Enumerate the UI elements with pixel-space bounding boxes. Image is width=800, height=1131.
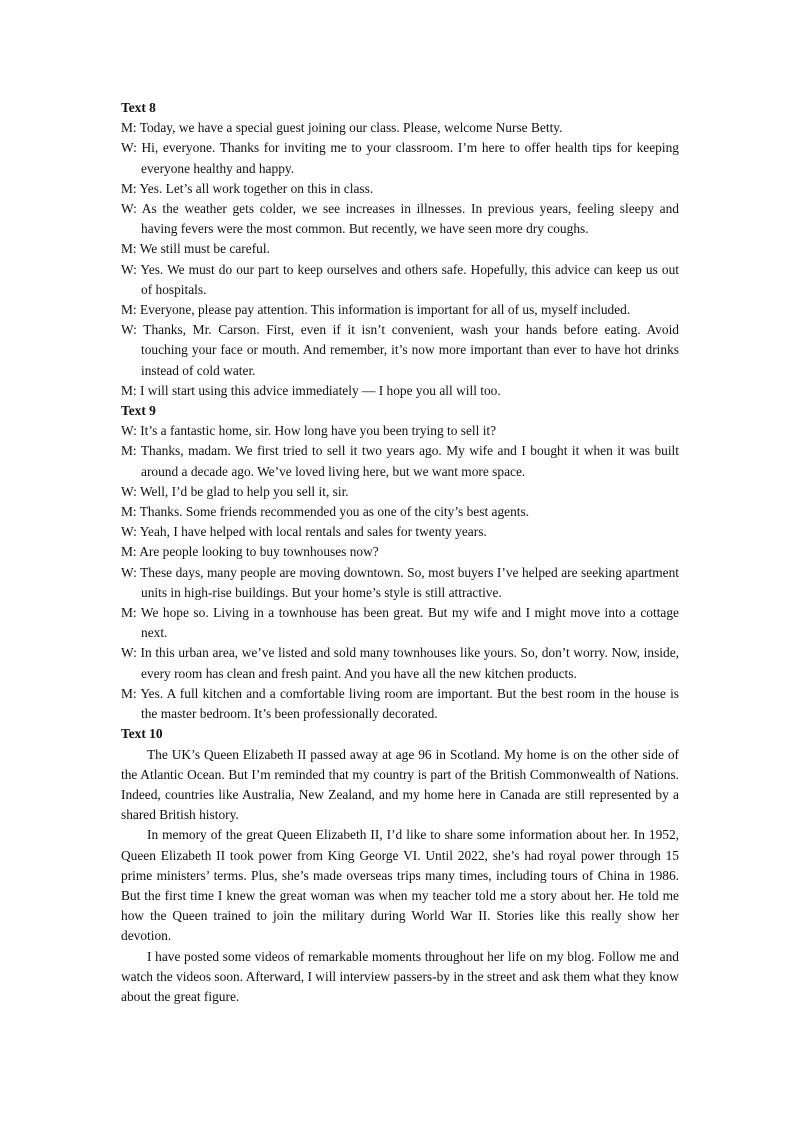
- section-text-8: [121, 98, 679, 401]
- section-heading: Text 9: [121, 403, 156, 419]
- dialogue-line: W: It’s a fantastic home, sir. How long have you been trying to sell it?: [121, 423, 497, 439]
- dialogue-line: M: I will start using this advice immediately — I hope you all will too.: [121, 382, 501, 398]
- dialogue-line: M: We still must be careful.: [121, 241, 270, 257]
- dialogue-line: M: We hope so. Living in a townhouse has been great. But my wife and I might move into a cottage next.: [121, 605, 679, 641]
- document-page: [121, 98, 679, 1007]
- dialogue-line: W: Yeah, I have helped with local rentals and sales for twenty years.: [121, 524, 487, 540]
- dialogue-line: W: Yes. We must do our part to keep ourselves and others safe. Hopefully, this advice can keep us out of hospitals.: [121, 261, 679, 297]
- dialogue-line: W: Hi, everyone. Thanks for inviting me to your classroom. I’m here to offer health tips for keeping everyone healthy and happy.: [121, 140, 679, 176]
- body-paragraph: I have posted some videos of remarkable moments throughout her life on my blog. Follow me and watch the videos soon. Afterward, I will interview passers-by in the street and ask them what they know about the great figure.: [121, 948, 679, 1004]
- dialogue-line: M: Thanks, madam. We first tried to sell it two years ago. My wife and I bought it when it was built around a decade ago. We’ve loved living here, but we want more space.: [121, 443, 679, 479]
- dialogue-line: W: As the weather gets colder, we see increases in illnesses. In previous years, feeling sleepy and having fevers were the most common. But recently, we have seen more dry coughs.: [121, 201, 679, 237]
- section-heading: Text 8: [121, 100, 156, 115]
- dialogue-line: M: Thanks. Some friends recommended you as one of the city’s best agents.: [121, 504, 530, 520]
- dialogue-line: M: Yes. Let’s all work together on this in class.: [121, 180, 374, 196]
- dialogue-line: W: These days, many people are moving downtown. So, most buyers I’ve helped are seeking apartment units in high-rise buildings. But your home’s style is still attractive.: [121, 564, 679, 600]
- section-text-10: [121, 724, 679, 1007]
- body-paragraph: In memory of the great Queen Elizabeth II, I’d like to share some information about her. In 1952, Queen Elizabeth II took power from King George VI. Until 2022, she’s had royal power through 15 prime ministers’ terms. Plus, she’s made overseas trips many times, including tours of China in 1986. But the first time I knew the great woman was when my teacher told me a story about her. He told me how the Queen trained to join the military during World War II. Stories like this really show her devotion.: [121, 827, 679, 944]
- dialogue-line: M: Are people looking to buy townhouses now?: [121, 544, 379, 560]
- dialogue-line: W: In this urban area, we’ve listed and sold many townhouses like yours. So, don’t worry. Now, inside, every room has clean and fresh paint. And you have all the new kitchen products.: [121, 645, 679, 681]
- body-paragraph: The UK’s Queen Elizabeth II passed away at age 96 in Scotland. My home is on the other side of the Atlantic Ocean. But I’m reminded that my country is part of the British Commonwealth of Nations. Indeed, countries like Australia, New Zealand, and my home here in Canada are still represented by a shared British history.: [121, 746, 679, 823]
- dialogue-line: M: Everyone, please pay attention. This information is important for all of us, myself included.: [121, 302, 631, 318]
- dialogue-line: W: Well, I’d be glad to help you sell it, sir.: [121, 483, 349, 499]
- dialogue-line: M: Yes. A full kitchen and a comfortable living room are important. But the best room in the house is the master bedroom. It’s been professionally decorated.: [121, 685, 679, 722]
- section-heading: Text 10: [121, 726, 163, 742]
- dialogue-line: M: Today, we have a special guest joining our class. Please, welcome Nurse Betty.: [121, 120, 563, 136]
- section-text-9: [121, 401, 679, 724]
- dialogue-line: W: Thanks, Mr. Carson. First, even if it isn’t convenient, wash your hands before eating. Avoid touching your face or mouth. And remember, it’s now more important than ever to have hot drinks instead of cold water.: [121, 322, 679, 378]
